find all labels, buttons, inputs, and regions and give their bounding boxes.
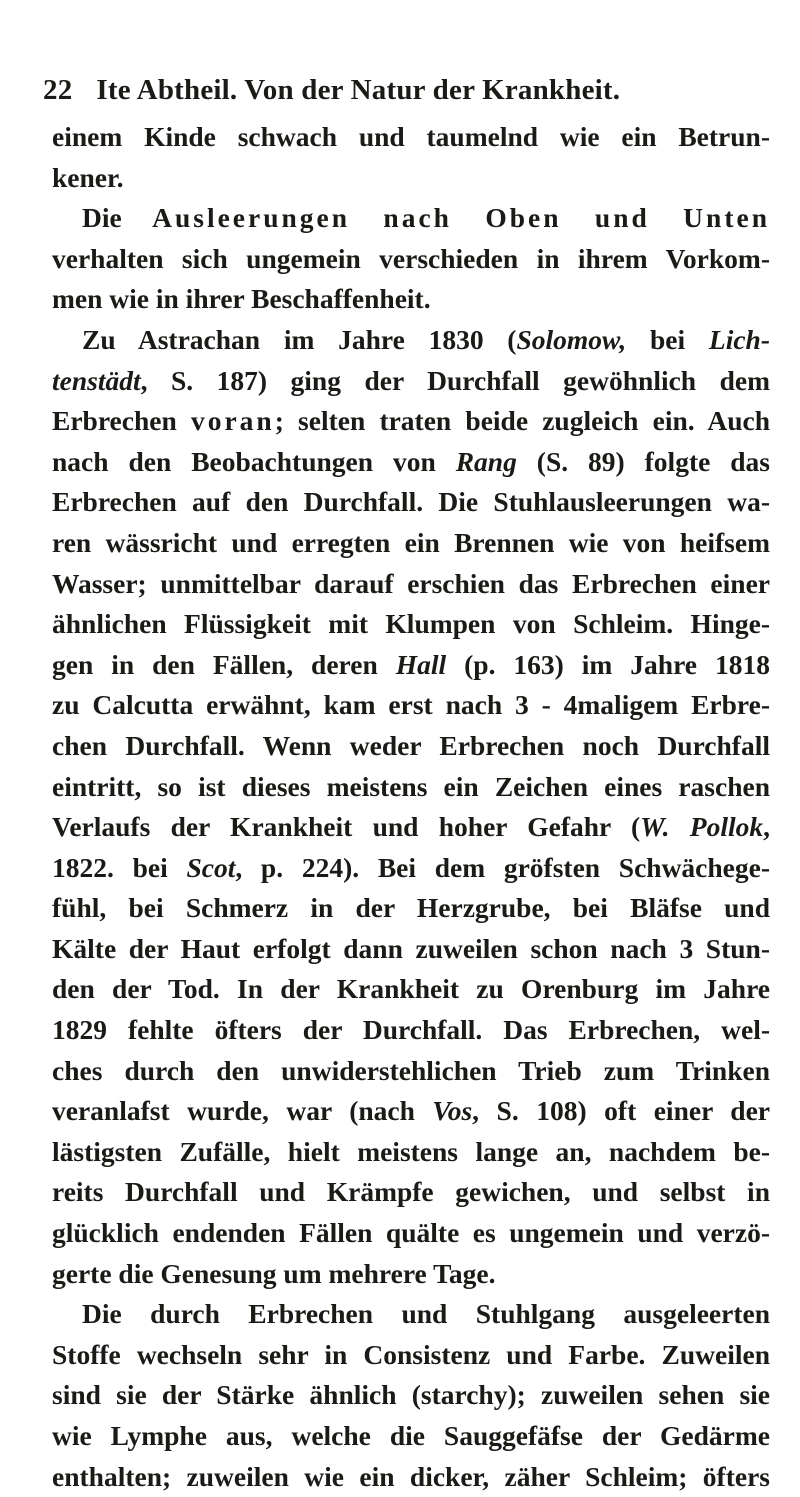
body-text xyxy=(52,117,770,1497)
text-run: gerte die Genesung um mehrere Tage. xyxy=(52,1257,496,1289)
text-line xyxy=(52,1416,770,1457)
text-line xyxy=(52,523,770,564)
text-line xyxy=(52,1335,770,1376)
text-line xyxy=(52,1375,770,1416)
text-line xyxy=(52,361,770,402)
text-line xyxy=(52,969,770,1010)
text-line xyxy=(52,888,770,929)
author-citation: W. Pollok xyxy=(640,811,764,843)
text-run: 1829 fehlte öfters der Durchfall. Das Erbrechen, wel- xyxy=(52,1014,770,1046)
page-number: 22 xyxy=(43,74,73,106)
text-run: 1822. bei xyxy=(52,851,187,883)
author-citation: Vos xyxy=(432,1095,473,1127)
text-line xyxy=(52,726,770,767)
text-run: zu Calcutta erwähnt, kam erst nach 3 - 4maligem Erbre- xyxy=(52,689,770,721)
text-run: , S. 108) oft einer der xyxy=(472,1095,771,1127)
text-run: enthalten; zuweilen wie ein dicker, zäher Schleim; öfters xyxy=(52,1460,770,1492)
text-run: Verlaufs der Krankheit und hoher Gefahr ( xyxy=(52,811,641,843)
text-line xyxy=(52,117,770,158)
text-run: den der Tod. In der Krankheit zu Orenburg im Jahre xyxy=(52,973,770,1005)
text-run: ; selten traten beide zugleich ein. Auch xyxy=(274,405,770,437)
text-line xyxy=(52,685,770,726)
text-run: veranlafst wurde, war (nach xyxy=(52,1095,433,1127)
text-run: glücklich endenden Fällen quälte es ungemein und verzö- xyxy=(52,1217,770,1249)
text-line xyxy=(52,929,770,970)
text-run: Stoffe wechseln sehr in Consistenz und Farbe. Zuweilen xyxy=(52,1338,770,1370)
text-run: , xyxy=(763,811,770,843)
text-line xyxy=(52,401,770,442)
text-run: eintritt, so ist dieses meistens ein Zeichen eines raschen xyxy=(52,770,770,802)
spaced-heading: Ausleerungen nach Oben und Unten xyxy=(152,202,770,234)
text-run: sind sie der Stärke ähnlich (starchy); zuweilen sehen sie xyxy=(52,1379,770,1411)
text-run: , p. 224). Bei dem gröfsten Schwächege- xyxy=(235,851,771,883)
author-citation: Lich- xyxy=(708,323,771,355)
author-citation: tenstädt xyxy=(52,364,141,396)
text-run: Die xyxy=(82,202,153,234)
text-line xyxy=(52,1213,770,1254)
author-citation: Hall xyxy=(395,648,447,680)
section-heading-line xyxy=(52,198,770,239)
running-header xyxy=(43,74,743,107)
paragraph-start-line xyxy=(52,320,770,361)
text-line xyxy=(52,1010,770,1051)
text-run: chen Durchfall. Wenn weder Erbrechen noch Durchfall xyxy=(52,729,770,761)
text-line xyxy=(52,645,770,686)
text-line xyxy=(52,1172,770,1213)
text-run: Die durch Erbrechen und Stuhlgang ausgeleerten xyxy=(82,1298,770,1330)
running-title: Ite Abtheil. Von der Natur der Krankheit. xyxy=(96,74,621,106)
text-run: bei xyxy=(626,323,709,355)
text-run: , S. 187) ging der Durchfall gewöhnlich dem xyxy=(140,364,770,396)
text-line xyxy=(52,279,770,320)
text-line xyxy=(52,848,770,889)
text-run: kener. xyxy=(52,161,124,193)
text-run: men wie in ihrer Beschaffenheit. xyxy=(52,283,431,315)
text-line xyxy=(52,158,770,199)
text-run: einem Kinde schwach und taumelnd wie ein Betrun- xyxy=(52,121,770,152)
author-citation: Solomow, xyxy=(516,323,627,355)
author-citation: Scot xyxy=(186,851,236,883)
text-run: (p. 163) im Jahre 1818 xyxy=(446,648,770,680)
text-run: Kälte der Haut erfolgt dann zuweilen schon nach 3 Stun- xyxy=(52,932,770,964)
text-run: wie Lymphe aus, welche die Sauggefäfse der Gedärme xyxy=(52,1420,770,1451)
text-line xyxy=(52,1091,770,1132)
text-line xyxy=(52,1051,770,1092)
text-run: gen in den Fällen, deren xyxy=(52,648,396,680)
author-citation: Rang xyxy=(455,445,517,477)
text-run: ähnlichen Flüssigkeit mit Klumpen von Schleim. Hinge- xyxy=(52,608,770,640)
text-run: ren wässricht und erregten ein Brennen wie von heifsem xyxy=(52,526,770,558)
text-line xyxy=(52,1254,770,1295)
text-line xyxy=(52,807,770,848)
text-line xyxy=(52,239,770,280)
text-line xyxy=(52,1457,770,1497)
text-line xyxy=(52,604,770,645)
text-run: Wasser; unmittelbar darauf erschien das Erbrechen einer xyxy=(52,567,770,599)
paragraph-start-line xyxy=(52,1294,770,1335)
text-run: Erbrechen xyxy=(52,405,191,437)
text-line xyxy=(52,482,770,523)
text-run: Erbrechen auf den Durchfall. Die Stuhlausleerungen wa- xyxy=(52,486,770,518)
text-line xyxy=(52,1132,770,1173)
text-run: ches durch den unwiderstehlichen Trieb zum Trinken xyxy=(52,1054,770,1086)
text-run: reits Durchfall und Krämpfe gewichen, und selbst in xyxy=(52,1176,770,1208)
spaced-emphasis: voran xyxy=(190,405,275,437)
text-line xyxy=(52,442,770,483)
text-line xyxy=(52,767,770,808)
text-run: lästigsten Zufälle, hielt meistens lange an, nachdem be- xyxy=(52,1135,770,1167)
text-run: Zu Astrachan im Jahre 1830 ( xyxy=(82,323,517,355)
text-run: nach den Beobachtungen von xyxy=(52,445,456,477)
text-line xyxy=(52,564,770,605)
text-run: (S. 89) folgte das xyxy=(516,445,770,477)
text-run: fühl, bei Schmerz in der Herzgrube, bei Bläfse und xyxy=(52,892,770,924)
text-run: verhalten sich ungemein verschieden in ihrem Vorkom- xyxy=(52,242,770,274)
